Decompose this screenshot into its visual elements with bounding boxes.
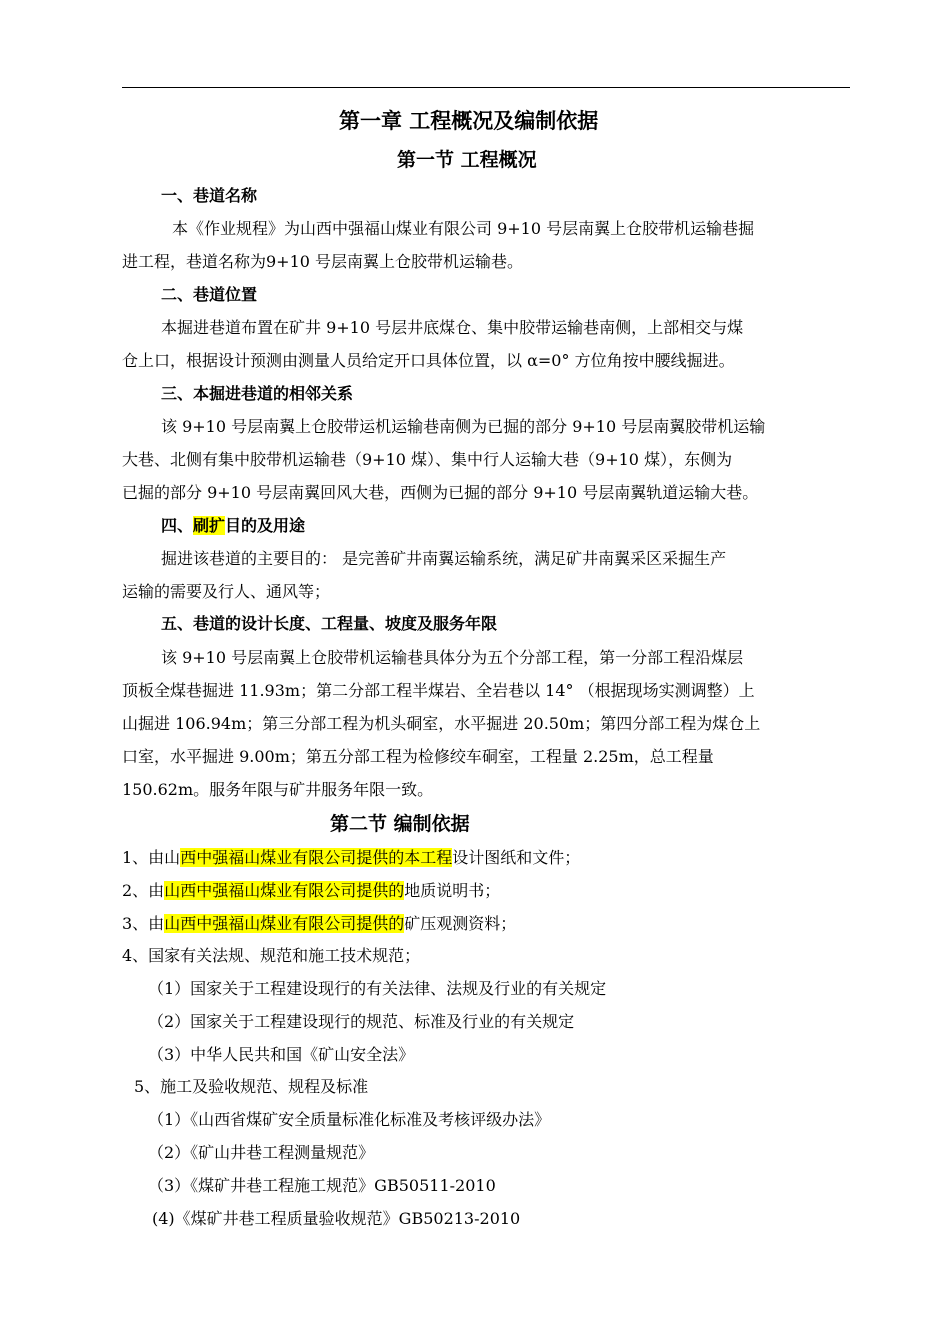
section-title-basis: 第二节 编制依据 — [330, 813, 470, 835]
heading-adjacent-relation: 三、本掘进巷道的相邻关系 — [161, 384, 354, 403]
paragraph-line: 大巷、北侧有集中胶带机运输巷（9+10 煤）、集中行人运输大巷（9+10 煤），东侧为 — [122, 450, 733, 469]
paragraph-line: 本《作业规程》为山西中强福山煤业有限公司 9+10 号层南翼上仓胶带机运输巷掘 — [172, 219, 755, 238]
basis-item: 5、施工及验收规范、规程及标准 — [134, 1077, 369, 1096]
paragraph-line: 该 9+10 号层南翼上仓胶带运机运输巷南侧为已掘的部分 9+10 号层南翼胶带机运输 — [161, 417, 766, 436]
paragraph-line: 已掘的部分 9+10 号层南翼回风大巷，西侧为已掘的部分 9+10 号层南翼轨道运输大巷。 — [122, 483, 759, 502]
paragraph-line: 该 9+10 号层南翼上仓胶带机运输巷具体分为五个分部工程，第一分部工程沿煤层 — [161, 648, 744, 667]
paragraph-line: 运输的需要及行人、通风等； — [122, 582, 331, 601]
basis-item: 4、国家有关法规、规范和施工技术规范； — [122, 946, 421, 965]
paragraph-line: 仓上口，根据设计预测由测量人员给定开口具体位置，以 α=0° 方位角按中腰线掘进。 — [122, 351, 735, 370]
chapter-title: 第一章 工程概况及编制依据 — [339, 109, 599, 133]
paragraph-line: 顶板全煤巷掘进 11.93m；第二分部工程半煤岩、全岩巷以 14° （根据现场实测调整）上 — [122, 681, 755, 700]
basis-item: 1、由山西中强福山煤业有限公司提供的本工程设计图纸和文件； — [122, 848, 581, 867]
section-title-overview: 第一节 工程概况 — [397, 149, 537, 171]
heading-roadway-name: 一、巷道名称 — [161, 186, 258, 205]
highlighted-text: 山西中强福山煤业有限公司提供的 — [164, 914, 405, 933]
paragraph-line: 山掘进 106.94m；第三分部工程为机头硐室，水平掘进 20.50m；第四分部工程为煤仓上 — [122, 714, 761, 733]
paragraph-line: 150.62m。服务年限与矿井服务年限一致。 — [122, 780, 434, 799]
paragraph-line: 本掘进巷道布置在矿井 9+10 号层井底煤仓、集中胶带运输巷南侧，上部相交与煤 — [161, 318, 744, 337]
heading-roadway-location: 二、巷道位置 — [161, 285, 258, 304]
paragraph-line: 口室，水平掘进 9.00m；第五分部工程为检修绞车硐室，工程量 2.25m，总工程量 — [122, 747, 714, 766]
basis-subitem: （2）《矿山井巷工程测量规范》 — [148, 1143, 375, 1162]
heading-purpose: 四、刷扩目的及用途 — [161, 516, 306, 535]
highlighted-text: 山西中强福山煤业有限公司提供的 — [164, 881, 405, 900]
basis-subitem: （2）国家关于工程建设现行的规范、标准及行业的有关规定 — [148, 1012, 575, 1031]
paragraph-line: 进工程，巷道名称为9+10 号层南翼上仓胶带机运输巷。 — [122, 252, 524, 271]
highlighted-text: 刷扩 — [193, 516, 226, 535]
basis-subitem: （1）《山西省煤矿安全质量标准化标准及考核评级办法》 — [148, 1110, 551, 1129]
highlighted-text: 西中强福山煤业有限公司提供的本工程 — [180, 848, 453, 867]
basis-item: 2、由山西中强福山煤业有限公司提供的地质说明书； — [122, 881, 501, 900]
basis-subitem: （3）《煤矿井巷工程施工规范》GB50511-2010 — [148, 1176, 496, 1195]
basis-subitem: （1）国家关于工程建设现行的有关法律、法规及行业的有关规定 — [148, 979, 607, 998]
heading-design-length: 五、巷道的设计长度、工程量、坡度及服务年限 — [161, 614, 498, 633]
header-rule — [122, 87, 850, 88]
basis-item: 3、由山西中强福山煤业有限公司提供的矿压观测资料； — [122, 914, 517, 933]
basis-subitem: (4)《煤矿井巷工程质量验收规范》GB50213-2010 — [152, 1209, 521, 1228]
paragraph-line: 掘进该巷道的主要目的： 是完善矿井南翼运输系统，满足矿井南翼采区采掘生产 — [161, 549, 727, 568]
basis-subitem: （3）中华人民共和国《矿山安全法》 — [148, 1045, 415, 1064]
